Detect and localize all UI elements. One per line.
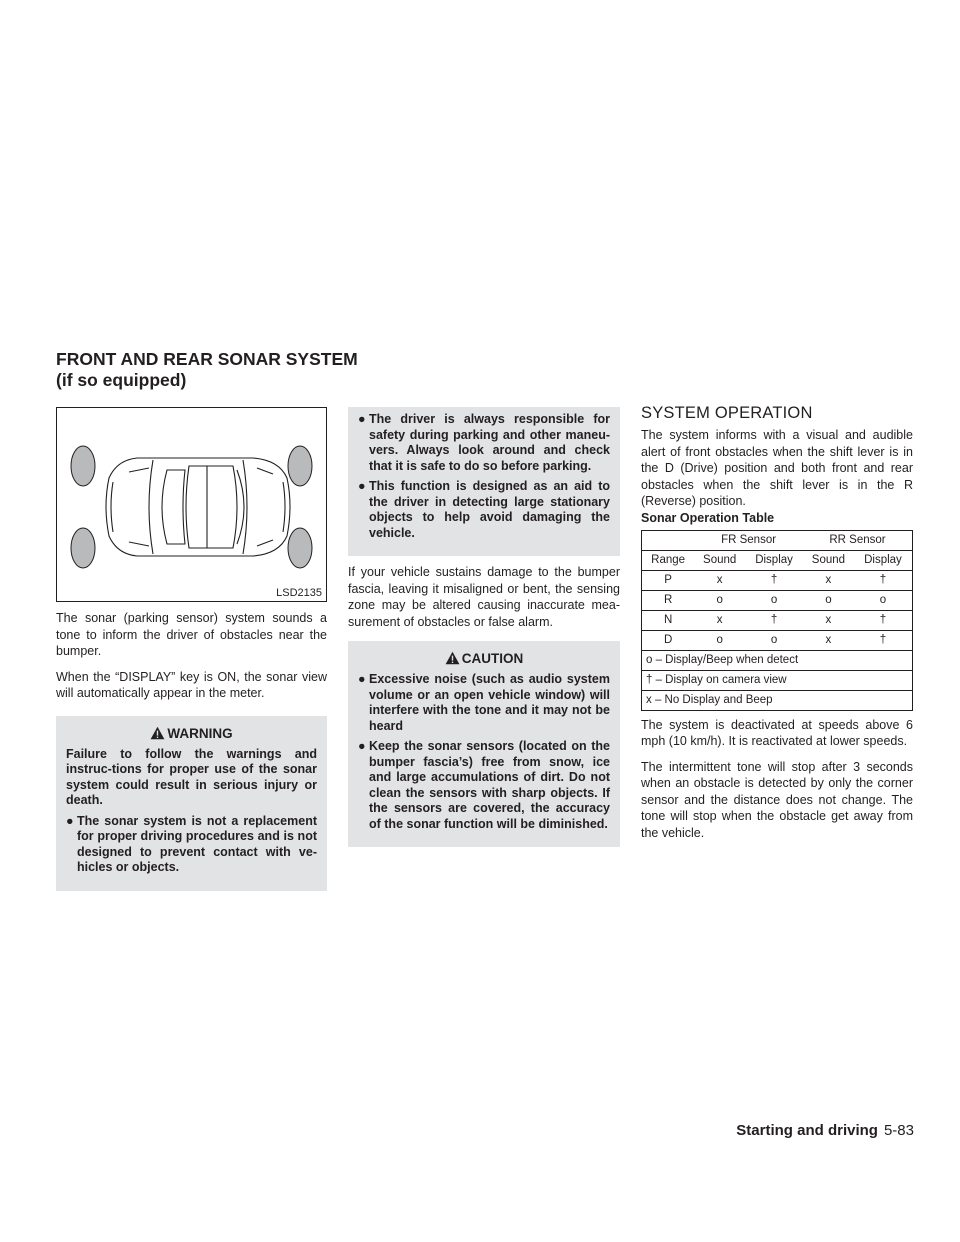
- caution-heading-text: CAUTION: [461, 651, 524, 666]
- table-cell: o: [854, 590, 913, 610]
- warning-text: Failure to follow the warnings and instruc-tions for proper use of the sonar system could result in serious injury or death.: [66, 746, 317, 807]
- car-sensor-figure: [56, 407, 327, 602]
- table-cell: †: [745, 570, 803, 590]
- section-title-line1: FRONT AND REAR SONAR SYSTEM: [56, 349, 358, 369]
- table-cell: x: [803, 570, 854, 590]
- table-col-header: Display: [745, 550, 803, 570]
- caution-heading: [358, 648, 610, 672]
- sonar-operation-table: [641, 530, 913, 711]
- table-cell: x: [694, 570, 745, 590]
- table-cell: P: [642, 570, 695, 590]
- table-group-header: RR Sensor: [803, 530, 913, 550]
- warning-heading: [66, 723, 317, 747]
- table-header-row: [642, 550, 913, 570]
- warning-icon: [150, 726, 165, 740]
- caution-bullet-text: Keep the sonar sensors (located on the bumper fascia’s) free from snow, ice and large accumulations of dirt. Do not clean the sensors with sharp objects. If the sensors are covered, the accuracy of the sonar function will be diminished.: [369, 739, 610, 831]
- table-row: [642, 590, 913, 610]
- table-cell: x: [803, 630, 854, 650]
- column-middle: [348, 407, 620, 847]
- table-legend: o – Display/Beep when detect: [642, 650, 913, 670]
- warning-bullet: [358, 479, 610, 541]
- caution-bullet: [358, 672, 610, 734]
- table-cell: o: [745, 630, 803, 650]
- table-cell: †: [745, 610, 803, 630]
- table-cell: x: [694, 610, 745, 630]
- section-title-line2: (if so equipped): [56, 370, 187, 390]
- table-cell: R: [642, 590, 695, 610]
- table-legend-row: [642, 670, 913, 690]
- intro-paragraph-1: The sonar (parking sensor) system sounds a tone to inform the driver of obstacles near the bumper.: [56, 611, 327, 658]
- table-cell: N: [642, 610, 695, 630]
- table-col-header: Sound: [803, 550, 854, 570]
- table-row: [642, 570, 913, 590]
- table-group-header-row: [642, 530, 913, 550]
- table-legend-row: [642, 690, 913, 710]
- table-row: [642, 630, 913, 650]
- figure-label: LSD2135: [276, 587, 322, 599]
- warning-bullet-text: This function is designed as an aid to the driver in detecting large stationary objects to help avoid damaging the vehicle.: [369, 479, 610, 540]
- table-col-header: Range: [642, 550, 695, 570]
- table-cell: o: [745, 590, 803, 610]
- table-cell: o: [694, 630, 745, 650]
- caution-bullet: [358, 739, 610, 832]
- table-group-header: FR Sensor: [694, 530, 803, 550]
- warning-heading-text: WARNING: [167, 725, 233, 741]
- warning-bullet: [358, 412, 610, 474]
- table-cell: o: [803, 590, 854, 610]
- page-footer: [736, 1122, 914, 1139]
- intro-paragraph-2: When the “DISPLAY” key is ON, the sonar view will automatically appear in the meter.: [56, 669, 327, 700]
- table-col-header: Display: [854, 550, 913, 570]
- system-operation-paragraph-3: The intermittent tone will stop after 3 seconds when an obstacle is detected by only the corner sensor and the distance does not change. The tone will stop when the obstacle get away from the vehicle.: [641, 759, 913, 840]
- table-legend: † – Display on camera view: [642, 670, 913, 690]
- bullet-symbol: ●: [66, 813, 74, 828]
- table-title: Sonar Operation Table: [641, 510, 775, 525]
- bullet-symbol: ●: [358, 739, 366, 753]
- car-top-view-illustration: [57, 408, 326, 601]
- column-left: [56, 407, 327, 891]
- table-row: [642, 610, 913, 630]
- damage-paragraph: If your vehicle sustains damage to the bumper fascia, leaving it misaligned or bent, the sensing zone may be altered causing inaccurate mea-surement of obstacles or false alarm.: [348, 565, 620, 629]
- system-operation-paragraph-2: The system is deactivated at speeds above 6 mph (10 km/h). It is reactivated at lower speeds.: [641, 717, 913, 748]
- footer-section-name: Starting and driving: [736, 1122, 878, 1139]
- warning-bullet: [66, 814, 317, 876]
- table-legend-row: [642, 650, 913, 670]
- bullet-symbol: ●: [358, 412, 366, 426]
- bullet-symbol: ●: [358, 672, 366, 686]
- caution-box: [348, 641, 620, 847]
- table-cell: †: [854, 570, 913, 590]
- table-cell: D: [642, 630, 695, 650]
- system-operation-heading: SYSTEM OPERATION: [641, 404, 813, 422]
- warning-box: [56, 716, 327, 891]
- table-empty-cell: [642, 530, 695, 550]
- table-cell: †: [854, 630, 913, 650]
- warning-bullet-text: The sonar system is not a replacement for proper driving procedures and is not designed to prevent contact with ve-hicles or objects.: [77, 813, 317, 874]
- table-cell: x: [803, 610, 854, 630]
- section-title: [56, 349, 358, 391]
- column-right: [641, 404, 913, 850]
- table-legend: x – No Display and Beep: [642, 690, 913, 710]
- warning-bullet-text: The driver is always responsible for safety during parking and other maneu-vers. Always look around and check that it is safe to do so before parking.: [369, 412, 610, 473]
- page-number: 5-83: [883, 1122, 914, 1139]
- table-cell: †: [854, 610, 913, 630]
- system-operation-paragraph-1: The system informs with a visual and audible alert of front obstacles when the shift lever is in the D (Drive) position and both front and rear obstacles when the shift lever is in the R (Reverse) position.: [641, 428, 913, 508]
- table-col-header: Sound: [694, 550, 745, 570]
- warning-box-continued: [348, 407, 620, 556]
- caution-icon: [445, 651, 460, 665]
- bullet-symbol: ●: [358, 479, 366, 493]
- caution-bullet-text: Excessive noise (such as audio system volume or an open vehicle window) will interfere with the tone and it may not be heard: [369, 672, 610, 733]
- table-cell: o: [694, 590, 745, 610]
